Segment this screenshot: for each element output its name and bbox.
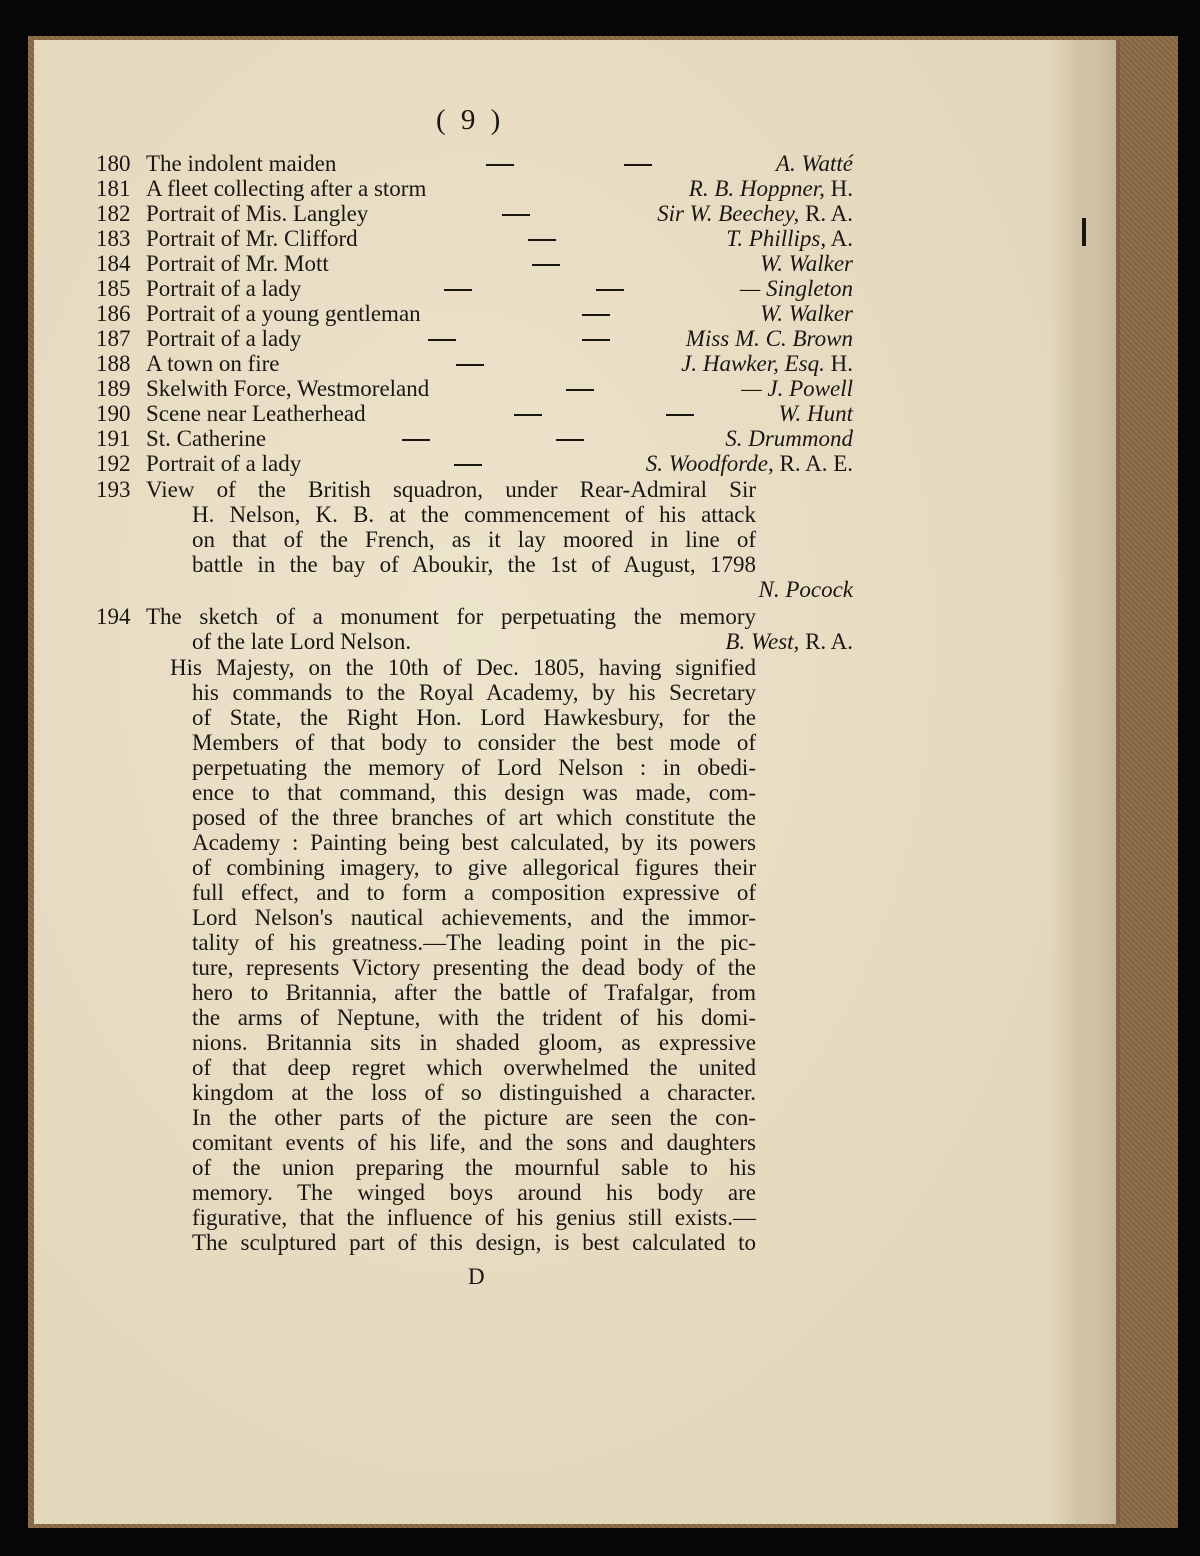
catalogue-entry bbox=[0, 152, 1200, 176]
paragraph-line: full effect, and to form a composition expressive of bbox=[192, 880, 756, 905]
entry-title: Portrait of a lady bbox=[146, 451, 302, 476]
paragraph-line: his commands to the Royal Academy, by his Secretary bbox=[192, 680, 756, 705]
paragraph-line: ture, represents Victory presenting the dead body of the bbox=[192, 955, 756, 980]
entry-artist: Sir W. Beechey, R. A. bbox=[657, 201, 853, 226]
entry-artist: N. Pocock bbox=[758, 577, 853, 602]
paragraph-line: of combining imagery, to give allegorical figures their bbox=[192, 855, 756, 880]
catalogue-entry bbox=[0, 227, 1200, 251]
entry-title: A fleet collecting after a storm bbox=[146, 176, 427, 201]
paragraph-line: Lord Nelson's nautical achievements, and the immor- bbox=[192, 905, 756, 930]
entry-title: Scene near Leatherhead bbox=[146, 401, 366, 426]
entry-artist: S. Drummond bbox=[725, 426, 853, 451]
entry-title: A town on fire bbox=[146, 351, 280, 376]
entry-number: 194 bbox=[96, 604, 131, 629]
entry-title: St. Catherine bbox=[146, 426, 267, 451]
entry-title: Skelwith Force, Westmoreland bbox=[146, 376, 430, 401]
dash-rule bbox=[666, 414, 694, 416]
entry-number: 186 bbox=[96, 301, 131, 326]
paragraph-line: comitant events of his life, and the sons and daughters bbox=[192, 1130, 756, 1155]
entry-title-line: View of the British squadron, under Rear-Admiral Sir bbox=[146, 477, 756, 502]
paragraph-line: tality of his greatness.—The leading point in the pic- bbox=[192, 930, 756, 955]
entry-artist: J. Hawker, Esq. H. bbox=[681, 351, 853, 376]
paragraph-line: Members of that body to consider the best mode of bbox=[192, 730, 756, 755]
dash-rule bbox=[624, 164, 652, 166]
dash-rule bbox=[582, 339, 610, 341]
paragraph-line: kingdom at the loss of so distinguished a character. bbox=[192, 1080, 756, 1105]
catalogue-entry bbox=[0, 352, 1200, 376]
catalogue-entry bbox=[0, 202, 1200, 226]
dash-rule bbox=[596, 289, 624, 291]
paragraph-line: of State, the Right Hon. Lord Hawkesbury, for the bbox=[192, 705, 756, 730]
dash-rule bbox=[582, 314, 610, 316]
dash-rule bbox=[456, 364, 484, 366]
paragraph-line: hero to Britannia, after the battle of Trafalgar, from bbox=[192, 980, 756, 1005]
paragraph-line: of the union preparing the mournful sable to his bbox=[192, 1155, 756, 1180]
paragraph-line: figurative, that the influence of his genius still exists.— bbox=[192, 1205, 756, 1230]
entry-number: 190 bbox=[96, 401, 131, 426]
dash-rule bbox=[532, 264, 560, 266]
entry-title: The indolent maiden bbox=[146, 151, 337, 176]
entry-number: 181 bbox=[96, 176, 131, 201]
paragraph-line: of that deep regret which overwhelmed the united bbox=[192, 1055, 756, 1080]
entry-artist: B. West, R. A. bbox=[725, 629, 853, 654]
catalogue-entry bbox=[0, 277, 1200, 301]
page-number: ( 9 ) bbox=[436, 104, 505, 136]
paragraph-line: perpetuating the memory of Lord Nelson : in obedi- bbox=[192, 755, 756, 780]
entry-title: Portrait of Mr. Mott bbox=[146, 251, 329, 276]
catalogue-entry bbox=[0, 377, 1200, 401]
entry-number: 188 bbox=[96, 351, 131, 376]
entry-title: Portrait of a lady bbox=[146, 326, 302, 351]
entry-title: Portrait of Mis. Langley bbox=[146, 201, 369, 226]
entry-title-line: battle in the bay of Aboukir, the 1st of August, 1798 bbox=[192, 552, 756, 577]
dash-rule bbox=[402, 439, 430, 441]
entry-artist: T. Phillips, A. bbox=[726, 226, 853, 251]
entry-artist: W. Walker bbox=[760, 301, 853, 326]
entry-number: 193 bbox=[96, 477, 131, 502]
entry-number: 182 bbox=[96, 201, 131, 226]
paragraph-line: His Majesty, on the 10th of Dec. 1805, having signified bbox=[170, 655, 756, 680]
entry-title-line: H. Nelson, K. B. at the commencement of his attack bbox=[192, 502, 756, 527]
paragraph-line: nions. Britannia sits in shaded gloom, as expressive bbox=[192, 1030, 756, 1055]
dash-rule bbox=[428, 339, 456, 341]
paragraph-line: the arms of Neptune, with the trident of his domi- bbox=[192, 1005, 756, 1030]
entry-number: 185 bbox=[96, 276, 131, 301]
dash-rule bbox=[566, 389, 594, 391]
catalogue-entry bbox=[0, 177, 1200, 201]
entry-title: Portrait of Mr. Clifford bbox=[146, 226, 358, 251]
signature-mark: D bbox=[468, 1264, 485, 1289]
catalogue-entry bbox=[0, 252, 1200, 276]
catalogue-entry bbox=[0, 327, 1200, 351]
catalogue-entry bbox=[0, 402, 1200, 426]
entry-artist: R. B. Hoppner, H. bbox=[688, 176, 853, 201]
entry-number: 180 bbox=[96, 151, 131, 176]
paragraph-line: ence to that command, this design was made, com- bbox=[192, 780, 756, 805]
dash-rule bbox=[528, 239, 556, 241]
entry-title-line: of the late Lord Nelson. bbox=[192, 629, 412, 654]
catalogue-entry bbox=[0, 452, 1200, 476]
dash-rule bbox=[556, 439, 584, 441]
entry-number: 192 bbox=[96, 451, 131, 476]
entry-number: 184 bbox=[96, 251, 131, 276]
entry-title-line: The sketch of a monument for perpetuating the memory bbox=[146, 604, 756, 629]
entry-title: Portrait of a lady bbox=[146, 276, 302, 301]
entry-artist: Miss M. C. Brown bbox=[685, 326, 853, 351]
catalogue-entry bbox=[0, 427, 1200, 451]
entry-artist: — J. Powell bbox=[741, 376, 853, 401]
paragraph-line: posed of the three branches of art which constitute the bbox=[192, 805, 756, 830]
entry-number: 183 bbox=[96, 226, 131, 251]
entry-artist: A. Watté bbox=[775, 151, 853, 176]
dash-rule bbox=[502, 214, 530, 216]
entry-number: 191 bbox=[96, 426, 131, 451]
entry-number: 189 bbox=[96, 376, 131, 401]
entry-title: Portrait of a young gentleman bbox=[146, 301, 421, 326]
dash-rule bbox=[454, 464, 482, 466]
paragraph-line: memory. The winged boys around his body are bbox=[192, 1180, 756, 1205]
dash-rule bbox=[444, 289, 472, 291]
entry-artist: W. Walker bbox=[760, 251, 853, 276]
entry-title-line: on that of the French, as it lay moored in line of bbox=[192, 527, 756, 552]
entry-artist: S. Woodforde, R. A. E. bbox=[645, 451, 853, 476]
dash-rule bbox=[514, 414, 542, 416]
catalogue-entry bbox=[0, 302, 1200, 326]
entry-artist: W. Hunt bbox=[778, 401, 853, 426]
entry-artist: — Singleton bbox=[739, 276, 853, 301]
paragraph-line: The sculptured part of this design, is best calculated to bbox=[192, 1230, 756, 1255]
paragraph-line: Academy : Painting being best calculated, by its powers bbox=[192, 830, 756, 855]
entry-number: 187 bbox=[96, 326, 131, 351]
dash-rule bbox=[486, 164, 514, 166]
paragraph-line: In the other parts of the picture are seen the con- bbox=[192, 1105, 756, 1130]
